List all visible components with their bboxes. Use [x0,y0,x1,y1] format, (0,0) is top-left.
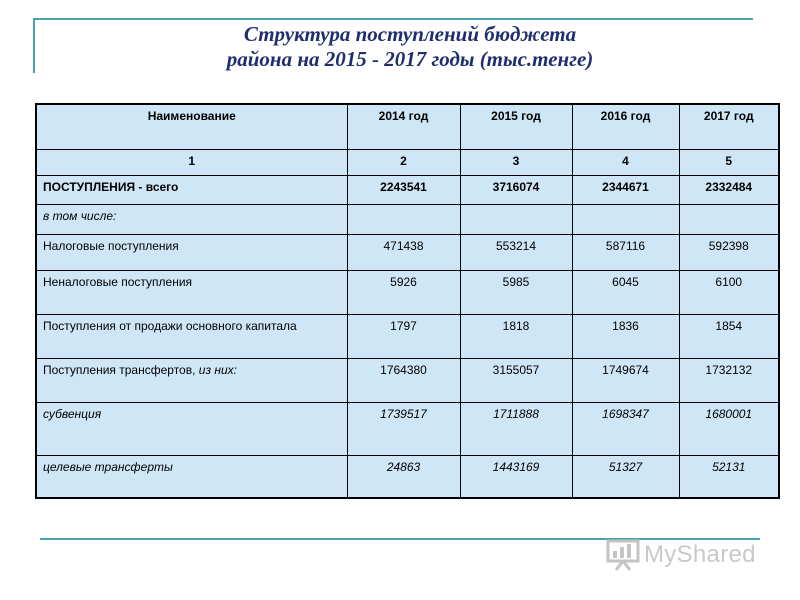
row-value: 5985 [460,270,572,314]
row-value: 3155057 [460,358,572,402]
watermark-text: MyShared [644,541,756,568]
row-value: 1749674 [572,358,679,402]
row-label: Налоговые поступления [36,234,347,270]
table-row [36,270,779,314]
row-value: 1797 [347,314,460,358]
frame-top-line [33,18,753,20]
row-label: Неналоговые поступления [36,270,347,314]
table-row [36,314,779,358]
row-value: 1739517 [347,402,460,455]
row-value: 1680001 [679,402,779,455]
index-cell: 2 [347,149,460,175]
row-value: 1836 [572,314,679,358]
row-label-suffix: из них: [198,362,237,377]
row-value: 1698347 [572,402,679,455]
title-line-1: Структура поступлений бюджета [243,22,577,46]
row-value: 2243541 [347,175,460,204]
row-label: ПОСТУПЛЕНИЯ - всего [36,175,347,204]
table-row [36,175,779,204]
row-value: 52131 [679,455,779,498]
index-cell: 4 [572,149,679,175]
row-value [679,204,779,234]
row-value: 1764380 [347,358,460,402]
row-value: 1443169 [460,455,572,498]
row-value: 24863 [347,455,460,498]
watermark [606,537,766,573]
index-cell: 1 [36,149,347,175]
table-row [36,358,779,402]
row-value: 5926 [347,270,460,314]
row-value [347,204,460,234]
row-value [460,204,572,234]
header-row [36,104,779,149]
row-value: 553214 [460,234,572,270]
index-row [36,149,779,175]
table-row [36,402,779,455]
row-label-text: Поступления трансфертов, [43,362,199,377]
header-name: Наименование [36,104,347,149]
row-value: 6100 [679,270,779,314]
row-value: 471438 [347,234,460,270]
row-value: 2332484 [679,175,779,204]
page-title [60,22,760,72]
row-value: 1711888 [460,402,572,455]
header-2014: 2014 год [347,104,460,149]
row-label [36,358,347,402]
row-label: в том числе: [36,204,347,234]
row-value: 3716074 [460,175,572,204]
header-2016: 2016 год [572,104,679,149]
row-value: 51327 [572,455,679,498]
row-value: 1818 [460,314,572,358]
title-line-2: района на 2015 - 2017 годы (тыс.тенге) [226,47,594,71]
row-value: 6045 [572,270,679,314]
index-cell: 5 [679,149,779,175]
table-row [36,234,779,270]
row-value: 587116 [572,234,679,270]
table-row [36,455,779,498]
row-value: 1732132 [679,358,779,402]
row-label: целевые трансферты [36,455,347,498]
row-label: субвенция [36,402,347,455]
row-value: 2344671 [572,175,679,204]
header-2017: 2017 год [679,104,779,149]
frame-left-line [33,18,35,73]
index-cell: 3 [460,149,572,175]
row-label: Поступления от продажи основного капитала [36,314,347,358]
header-2015: 2015 год [460,104,572,149]
table-row [36,204,779,234]
budget-table [35,103,780,499]
row-value: 592398 [679,234,779,270]
row-value [572,204,679,234]
presentation-chart-icon [606,539,640,571]
row-value: 1854 [679,314,779,358]
